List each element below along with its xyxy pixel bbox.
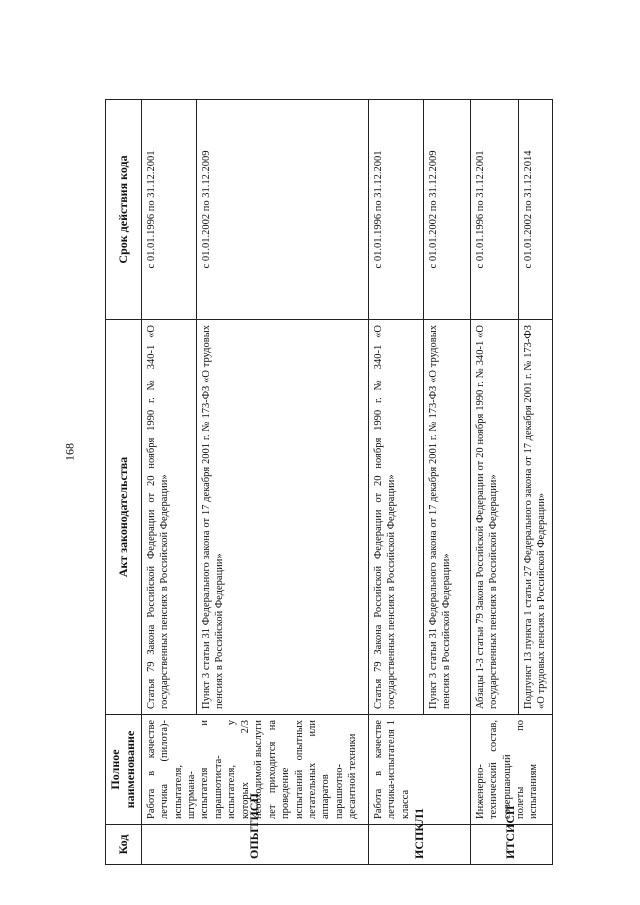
row-name: Работа в качестве летчика-испытателя 1 класса (368, 715, 470, 825)
table-row (368, 100, 423, 865)
row-name: Инженерно-технический состав, совершающий полеты по испытаниям (470, 715, 552, 825)
row-act: Пункт 3 статьи 31 Федерального закона от 17 декабря 2001 г. № 173-ФЗ «О трудовых пенсиях в Российской Федерации» (196, 320, 368, 715)
row-term: с 01.01.2002 по 31.12.2009 (423, 100, 470, 320)
row-term: с 01.01.1996 по 31.12.2001 (470, 100, 518, 320)
header-act: Акт законодательства (106, 320, 142, 715)
row-code: ОПЫТИСП (141, 825, 368, 865)
row-act: Подпункт 13 пункта 1 статьи 27 Федерального закона от 17 декабря 2001 г. № 173-ФЗ «О трудовых пенсиях в Российской Федерации» (518, 320, 552, 715)
row-act: Абзацы 1-3 статьи 79 Закона Российской Федерации от 20 ноября 1990 г. № 340-1 «О государственных пенсиях в Российской Федерации» (470, 320, 518, 715)
table-header-row (106, 100, 142, 865)
row-term: с 01.01.2002 по 31.12.2009 (196, 100, 368, 320)
codes-table (105, 99, 553, 865)
row-code: ИТСИСП (470, 825, 552, 865)
header-name: Полное наименование (106, 715, 142, 825)
page-number: 168 (62, 443, 77, 461)
row-name: Работа в качестве летчика (пилота)-испытателя, штурмана-испытателя и парашютиста-испытателя, у которых 2/3 необходимой выслуги лет приходится на проведение испытаний опытных летательных или аппаратов парашютно-десантной техники (141, 715, 368, 825)
rotated-table-container (105, 100, 548, 865)
row-term: с 01.01.2002 по 31.12.2014 (518, 100, 552, 320)
table-row (470, 100, 518, 865)
row-code: ИСПКЛ1 (368, 825, 470, 865)
row-term: с 01.01.1996 по 31.12.2001 (141, 100, 196, 320)
row-act: Статья 79 Закона Российской Федерации от 20 ноября 1990 г. № 340-1 «О государственных пенсиях в Российской Федерации» (141, 320, 196, 715)
row-term: с 01.01.1996 по 31.12.2001 (368, 100, 423, 320)
header-term: Срок действия кода (106, 100, 142, 320)
row-act: Статья 79 Закона Российской Федерации от 20 ноября 1990 г. № 340-1 «О государственных пенсиях в Российской Федерации» (368, 320, 423, 715)
header-code: Код (106, 825, 142, 865)
row-act: Пункт 3 статьи 31 Федерального закона от 17 декабря 2001 г. № 173-ФЗ «О трудовых пенсиях в Российской Федерации» (423, 320, 470, 715)
table-row (141, 100, 196, 865)
